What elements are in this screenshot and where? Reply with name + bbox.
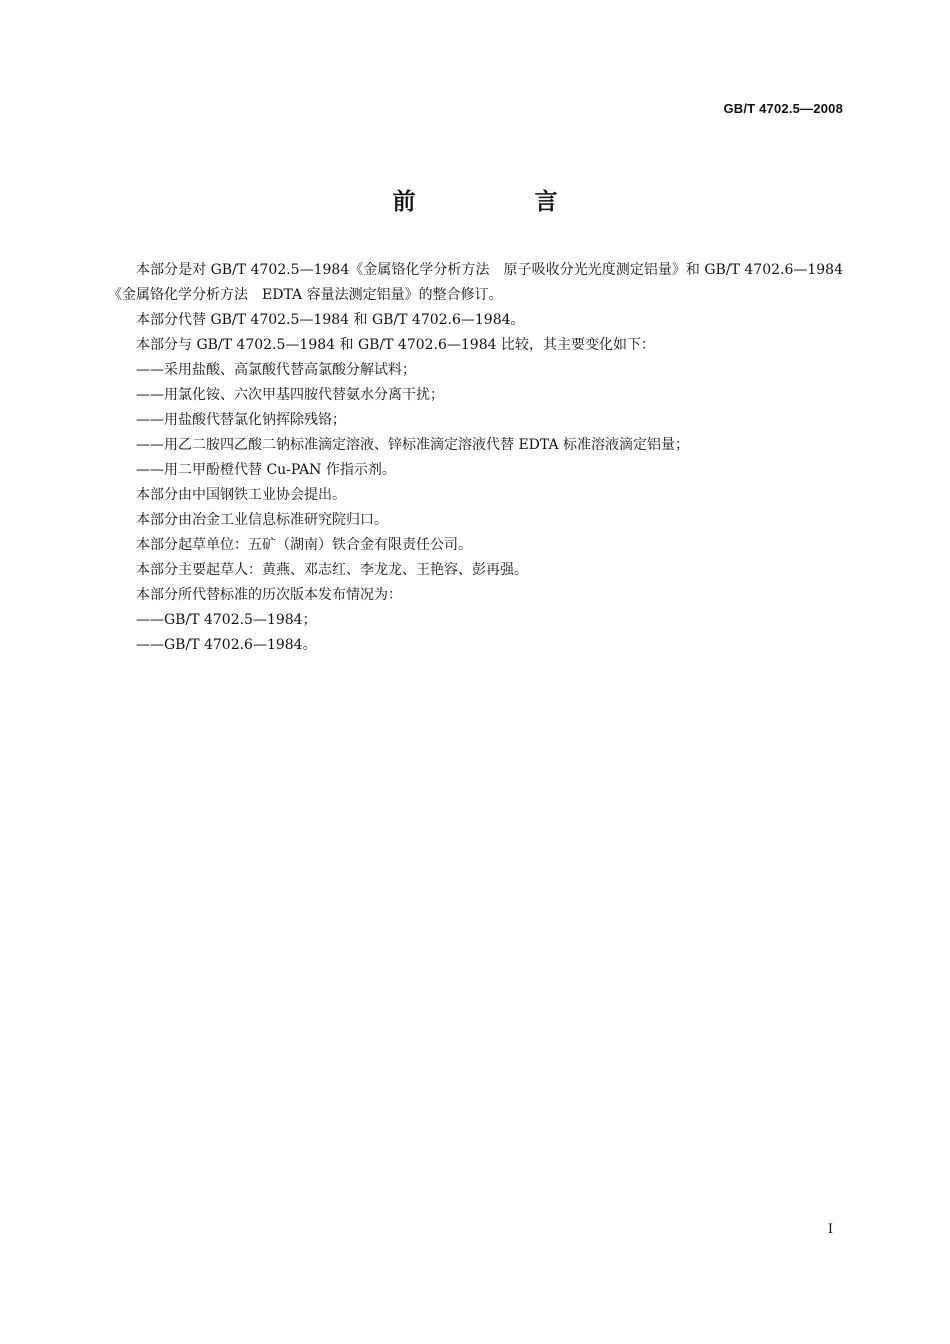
change-item: ——采用盐酸、高氯酸代替高氯酸分解试料；	[136, 362, 416, 378]
history-item: ——GB/T 4702.5—1984；	[136, 612, 317, 628]
page-title: 前 言	[392, 189, 606, 215]
paragraph-changes-intro: 本部分与 GB/T 4702.5—1984 和 GB/T 4702.6—1984 比较，其主要变化如下：	[136, 337, 655, 353]
paragraph-drafting-unit: 本部分起草单位：五矿（湖南）铁合金有限责任公司。	[136, 537, 472, 553]
paragraph-scope: 本部分是对 GB/T 4702.5—1984《金属铬化学分析方法 原子吸收分光光度测定铝量》和 GB/T 4702.6—1984《金属铬化学分析方法 EDTA 容量法测定铝量》的整合修订。	[108, 262, 843, 303]
change-item: ——用二甲酚橙代替 Cu-PAN 作指示剂。	[136, 462, 396, 478]
paragraph-proposer: 本部分由中国钢铁工业协会提出。	[136, 487, 346, 503]
change-item: ——用乙二胺四乙酸二钠标准滴定溶液、锌标准滴定溶液代替 EDTA 标准溶液滴定铝量；	[136, 437, 690, 453]
standard-number: GB/T 4702.5—2008	[723, 101, 843, 116]
paragraph-history-intro: 本部分所代替标准的历次版本发布情况为：	[136, 587, 402, 603]
foreword-body	[108, 258, 843, 658]
history-item: ——GB/T 4702.6—1984。	[136, 637, 317, 653]
page-number: I	[827, 1222, 833, 1237]
paragraph-centralized: 本部分由冶金工业信息标准研究院归口。	[136, 512, 388, 528]
paragraph-replaces: 本部分代替 GB/T 4702.5—1984 和 GB/T 4702.6—1984。	[136, 312, 525, 328]
change-item: ——用氯化铵、六次甲基四胺代替氨水分离干扰；	[136, 387, 444, 403]
change-item: ——用盐酸代替氯化钠挥除残铬；	[136, 412, 346, 428]
paragraph-drafters: 本部分主要起草人：黄燕、邓志红、李龙龙、王艳容、彭再强。	[136, 562, 528, 578]
